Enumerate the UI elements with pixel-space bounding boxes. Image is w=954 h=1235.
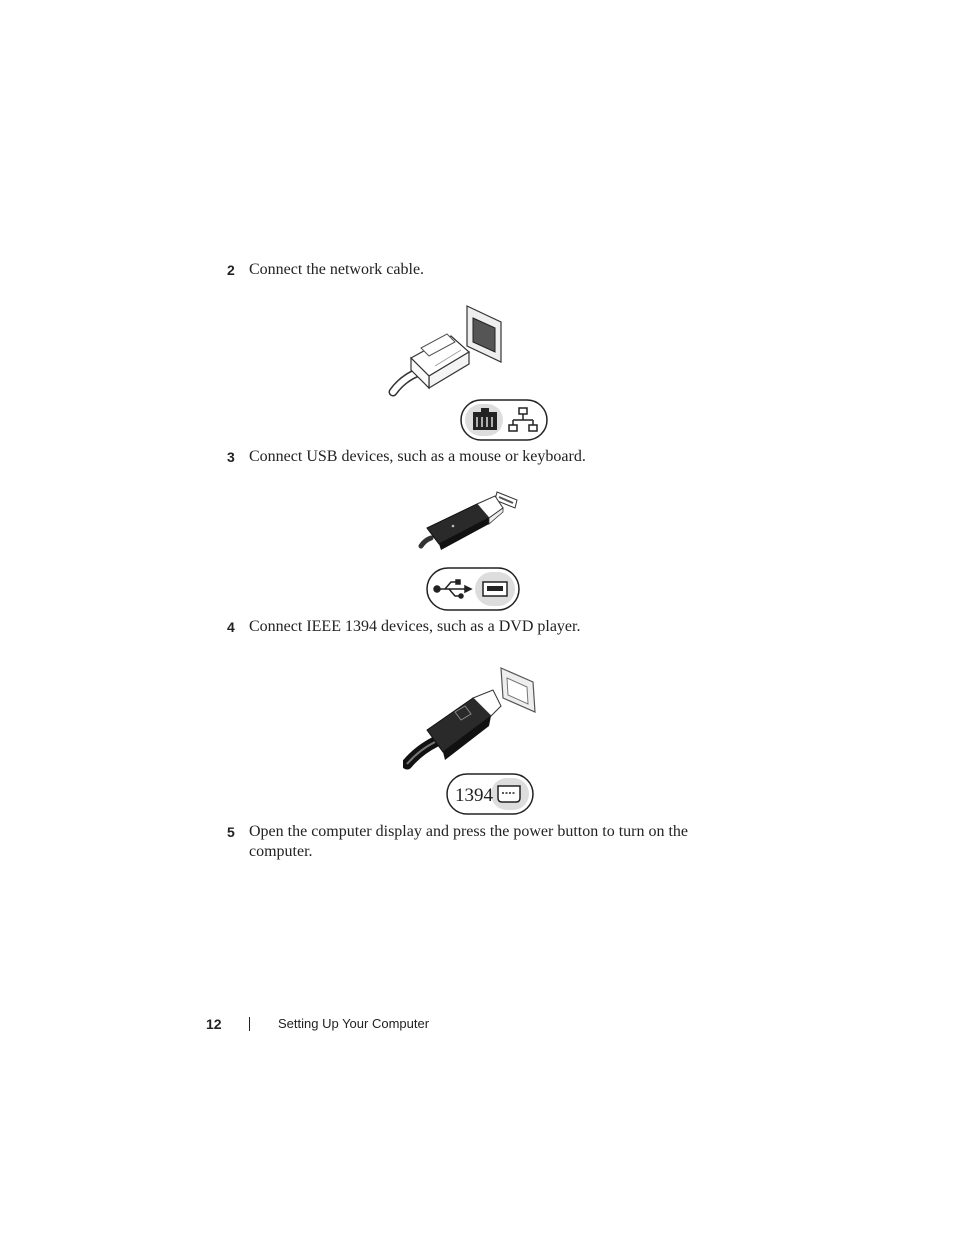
network-wall-port [467,306,501,362]
page-number: 12 [206,1016,222,1032]
step-number: 3 [227,449,235,465]
step-text: Open the computer display and press the power button to turn on the computer. [249,823,689,860]
ieee1394-cable-illustration [403,660,543,818]
usb-cable-illustration [415,488,530,613]
usb-port-badge [427,568,519,610]
ieee1394-port-badge [447,774,533,814]
ieee1394-plug [427,690,501,760]
ieee1394-label-icon: 1394 [455,785,493,806]
rj45-plug [411,334,469,388]
step-number: 5 [227,824,235,840]
step-number: 2 [227,262,235,278]
usb-plug [427,496,503,550]
network-port-badge [461,400,547,440]
step-text: Connect USB devices, such as a mouse or keyboard. [249,448,586,465]
section-title: Setting Up Your Computer [278,1016,430,1031]
footer-divider [249,1017,250,1031]
step-number: 4 [227,619,235,635]
usb-port-icon [483,582,507,596]
step-text: Connect IEEE 1394 devices, such as a DVD player. [249,618,581,635]
ieee1394-port-icon [498,786,520,802]
step-text: Connect the network cable. [249,261,425,278]
ieee1394-wall-port [501,668,535,712]
network-cable-illustration [385,300,555,445]
